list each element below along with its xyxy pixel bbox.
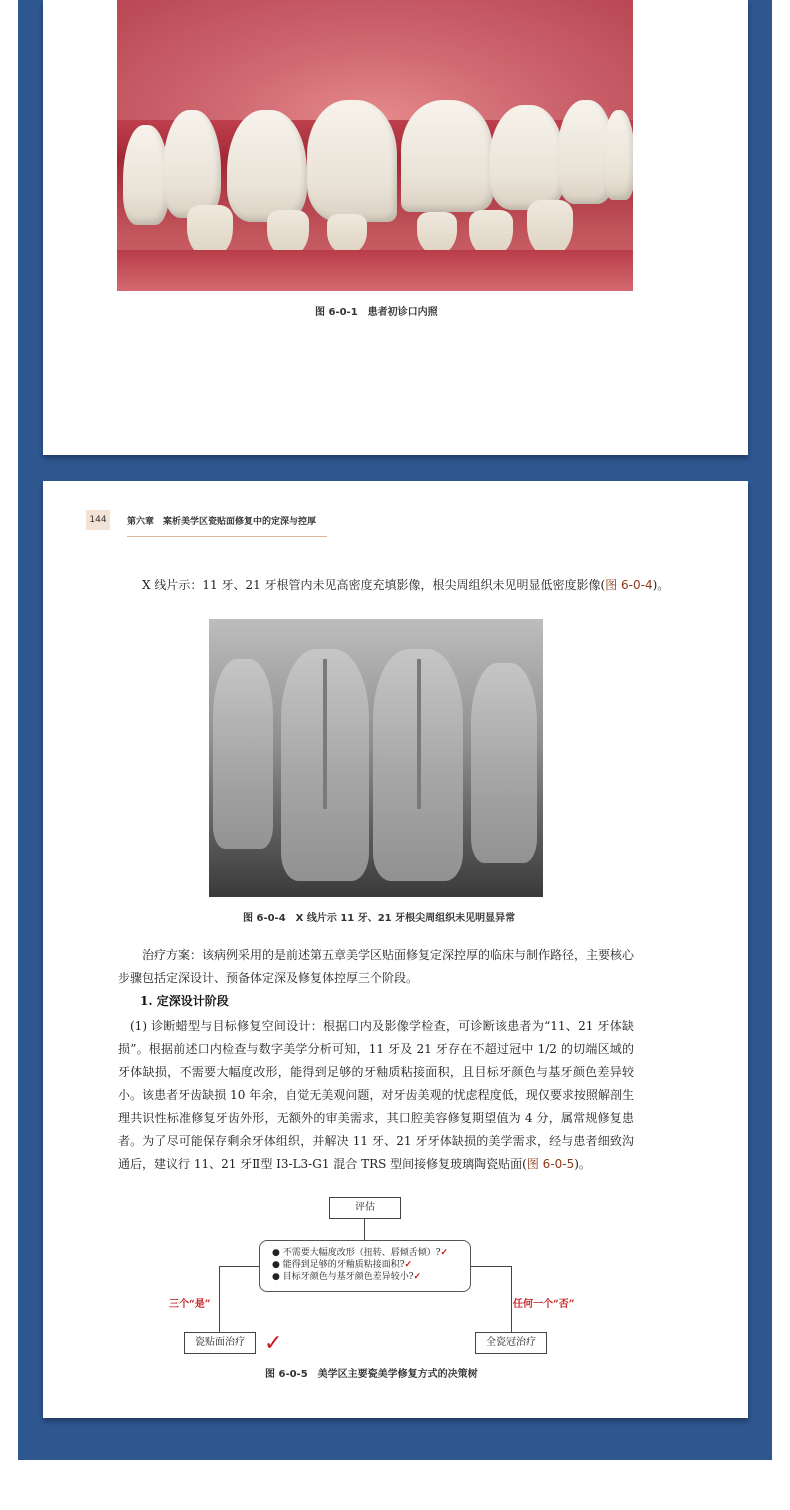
plan-paragraph: 治疗方案：该病例采用的是前述第五章美学区贴面修复定深控厚的临床与制作路径，主要核心步骤包括定深设计、预备体定深及修复体控厚三个阶段。 [118,948,635,985]
xray-caption: 图 6-0-4 X 线片示 11 牙、21 牙根尖周组织未见明显异常 [243,913,516,924]
xray-tooth [471,663,537,863]
lower-tooth [527,200,573,256]
xray-paragraph-text: X 线片示：11 牙、21 牙根管内未见高密度充填影像，根尖周组织未见明显低密度影像( [142,578,606,592]
figure-reference[interactable]: 图 6-0-5 [526,1157,575,1171]
veneer-treatment-box: 瓷贴面治疗 [184,1332,256,1354]
tooth [227,110,307,222]
body-paragraph [118,1015,634,1176]
big-check-icon: ✓ [264,1331,283,1356]
book-page-144 [43,481,748,1418]
criterion-2: ● 能得到足够的牙釉质粘接面积?✓ [272,1260,413,1270]
figure-caption: 图 6-0-1 患者初诊口内照 [315,307,438,318]
connector [219,1266,220,1332]
lower-lip [117,250,633,291]
body-paragraph-text: (1) 诊断蜡型与目标修复空间设计：根据口内及影像学检查，可诊断该患者为“11、21 牙体缺损”。根据前述口内检查与数字美学分析可知，11 牙及 21 牙存在不超过冠中 1/2 的切端区域的牙体缺损，不需要大幅度改形，能得到足够的牙釉质粘接面积，且目标牙颜色与基牙颜色差异较小。该患者牙齿缺损 10 年余，自觉无美观问题，对牙齿美观的忧虑程度低，现仅要求按照解剖生理共识性标准修复牙齿外形，无额外的审美需求，其口腔美容修复期望值为 4 分，属常规修复患者。为了尽可能保存剩余牙体组织，并解决 11 牙、21 牙牙体缺损的美学需求，经与患者细致沟通后，建议行 11、21 牙Ⅱ型 I3-L3-G1 混合 TRS 型间接修复玻璃陶瓷贴面( [118,1019,634,1171]
tooth [603,110,633,200]
tooth-fractured-11 [307,100,397,222]
connector [471,1266,511,1267]
criterion-1: ● 不需要大幅度改形（扭转、唇倾舌倾）?✓ [272,1248,449,1258]
xray-paragraph [118,574,670,597]
left-branch-label: 三个“是” [169,1299,211,1310]
tooth-fractured-21 [401,100,493,212]
tree-caption: 图 6-0-5 美学区主要瓷美学修复方式的决策树 [265,1369,478,1380]
tooth [489,105,565,210]
tooth [163,110,221,218]
header-divider [127,536,327,537]
xray-tooth [213,659,273,849]
gum-area [117,0,633,120]
root-canal [417,659,421,809]
right-branch-label: 任何一个“否” [513,1299,575,1310]
criterion-3: ● 目标牙颜色与基牙颜色差异较小?✓ [272,1272,422,1282]
connector [364,1219,365,1240]
intraoral-photo [117,0,633,291]
body-paragraph-end: )。 [574,1157,591,1171]
xray-paragraph-end: )。 [652,578,670,592]
connector [511,1266,512,1332]
crown-treatment-box: 全瓷冠治疗 [475,1332,547,1354]
book-page-top [43,0,748,455]
figure-reference[interactable]: 图 6-0-4 [605,578,653,592]
tree-root-box: 评估 [329,1197,401,1219]
lower-tooth [417,212,457,254]
connector [219,1266,259,1267]
xray-image [209,619,543,897]
page-number: 144 [86,510,110,530]
criteria-box [259,1240,471,1292]
section-heading: 1. 定深设计阶段 [140,994,229,1008]
root-canal [323,659,327,809]
lower-tooth [327,214,367,254]
chapter-title: 第六章 案析美学区瓷贴面修复中的定深与控厚 [127,517,317,527]
